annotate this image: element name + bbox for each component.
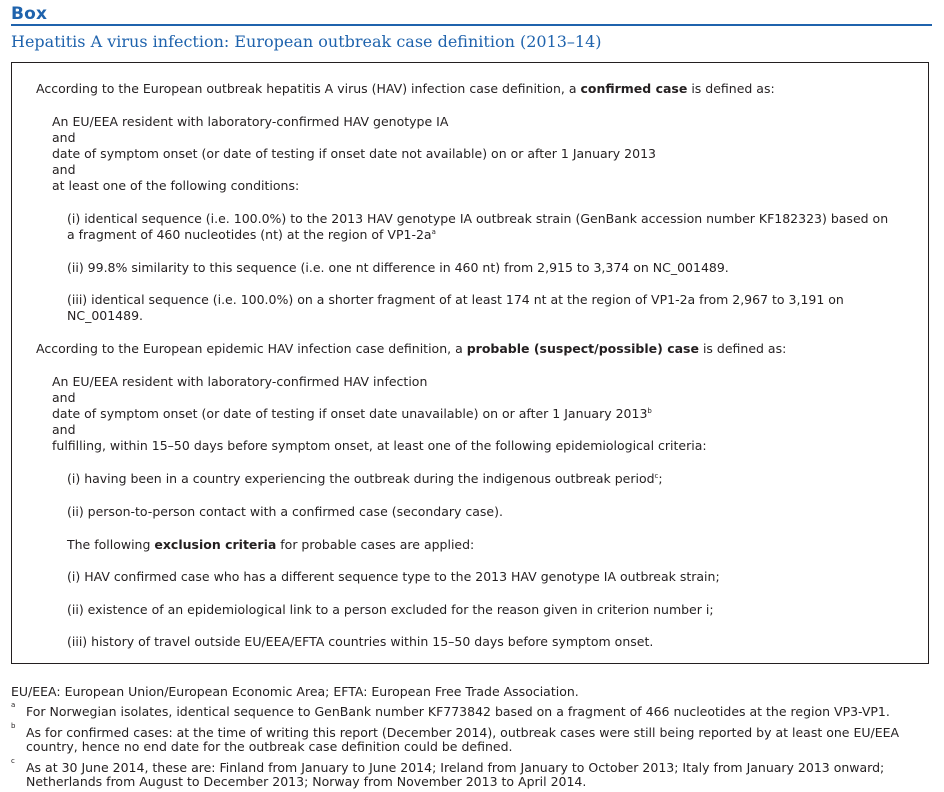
confirmed-condition-3a: (iii) identical sequence (i.e. 100.0%) on a shorter fragment of at least 174 nt at the region of VP1-2a from 2,967 to 3,191 on <box>67 292 844 307</box>
exclusion-intro: The following exclusion criteria for probable cases are applied: <box>67 537 475 552</box>
footnote-b-line-2: country, hence no end date for the outbreak case definition could be defined. <box>26 739 513 754</box>
footnote-b-mark: b <box>11 722 16 730</box>
header-rule <box>11 24 932 26</box>
footnote-c-line-1: As at 30 June 2014, these are: Finland from January to June 2014; Ireland from January to October 2013; Italy from January 2013 onward; <box>26 760 885 775</box>
probable-line-3: fulfilling, within 15–50 days before symptom onset, at least one of the following epidemiological criteria: <box>52 438 707 453</box>
confirmed-line-2: date of symptom onset (or date of testing if onset date not available) on or after 1 January 2013 <box>52 146 656 161</box>
abbreviations-note: EU/EEA: European Union/European Economic Area; EFTA: European Free Trade Association. <box>11 684 579 699</box>
footnote-c-line-2: Netherlands from August to December 2013; Norway from November 2013 to April 2014. <box>26 774 587 789</box>
confirmed-condition-1a: (i) identical sequence (i.e. 100.0%) to the 2013 HAV genotype IA outbreak strain (GenBank accession number KF182323) based on <box>67 211 889 226</box>
exclusion-criterion-3: (iii) history of travel outside EU/EEA/EFTA countries within 15–50 days before symptom onset. <box>67 634 654 649</box>
confirmed-and-1: and <box>52 130 76 145</box>
box-label: Box <box>11 4 48 24</box>
confirmed-and-2: and <box>52 162 76 177</box>
confirmed-intro: According to the European outbreak hepatitis A virus (HAV) infection case definition, a confirmed case is defined as: <box>36 81 775 96</box>
confirmed-condition-1b: a fragment of 460 nucleotides (nt) at the region of $VP1-2a^a$ <box>67 227 436 242</box>
exclusion-criterion-1: (i) HAV confirmed case who has a different sequence type to the 2013 HAV genotype IA outbreak strain; <box>67 569 720 584</box>
box-title: Hepatitis A virus infection: European outbreak case definition (2013–14) <box>11 32 602 51</box>
footnote-a-mark: a <box>11 701 16 709</box>
footnote-c-mark: c <box>11 757 15 765</box>
confirmed-line-1: An EU/EEA resident with laboratory-confirmed HAV genotype IA <box>52 114 449 129</box>
probable-line-2: date of symptom onset (or date of testing if onset date unavailable) on or after 1 January 2013$^b$ <box>52 406 652 421</box>
probable-intro: According to the European epidemic HAV infection case definition, a probable (suspect/possible) case is defined as: <box>36 341 787 356</box>
exclusion-criterion-2: (ii) existence of an epidemiological link to a person excluded for the reason given in criterion number i; <box>67 602 714 617</box>
footnote-b-line-1: As for confirmed cases: at the time of writing this report (December 2014), outbreak cases were still being reported by at least one EU/EEA <box>26 725 900 740</box>
probable-criterion-2: (ii) person-to-person contact with a confirmed case (secondary case). <box>67 504 503 519</box>
probable-criterion-1: (i) having been in a country experiencing the outbreak during the indigenous outbreak period$^c$; <box>67 471 663 486</box>
probable-and-2: and <box>52 422 76 437</box>
footnote-a: For Norwegian isolates, identical sequence to GenBank number KF773842 based on a fragment of 466 nucleotides at the region VP3-VP1. <box>26 704 890 719</box>
confirmed-condition-2: (ii) 99.8% similarity to this sequence (i.e. one nt difference in 460 nt) from 2,915 to 3,374 on NC_001489. <box>67 260 729 275</box>
confirmed-line-3: at least one of the following conditions: <box>52 178 300 193</box>
probable-line-1: An EU/EEA resident with laboratory-confirmed HAV infection <box>52 374 428 389</box>
confirmed-condition-3b: NC_001489. <box>67 308 144 323</box>
probable-and-1: and <box>52 390 76 405</box>
